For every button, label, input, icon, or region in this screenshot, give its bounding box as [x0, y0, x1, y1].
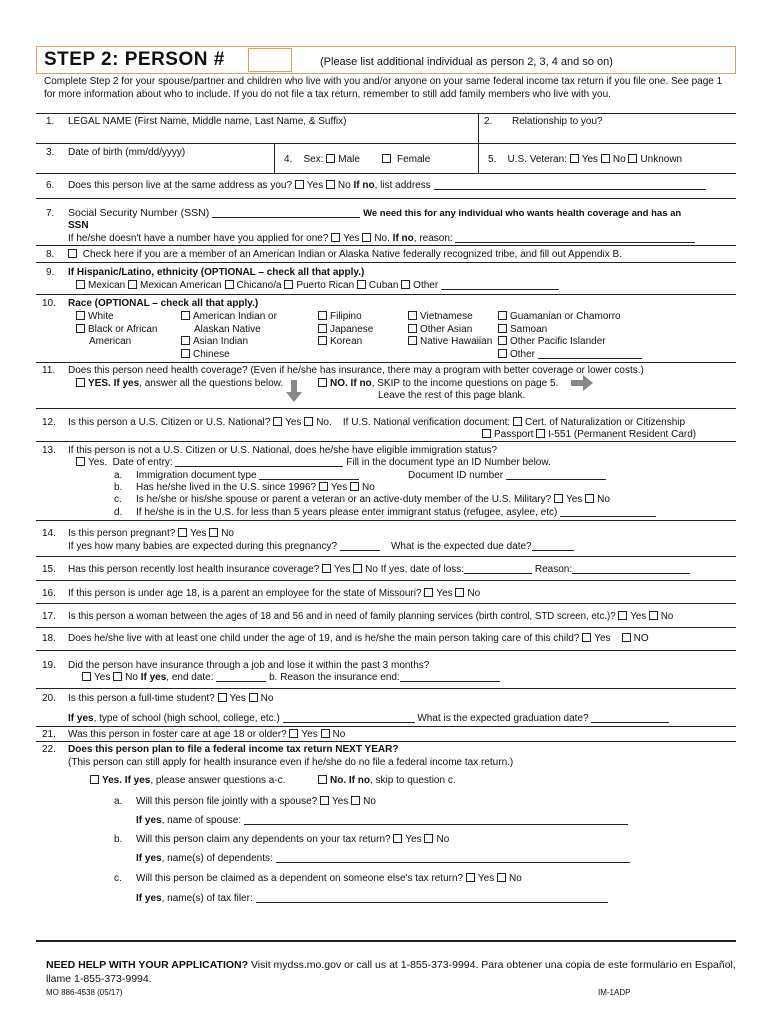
- insurance-end-reason-label: b. Reason the insurance end:: [269, 672, 400, 683]
- job-insurance-no-label: No: [125, 672, 138, 683]
- q16-number: 16.: [42, 588, 56, 599]
- q11-no-rest: , SKIP to the income questions on page 5.: [371, 378, 559, 389]
- intro-text: Complete Step 2 for your spouse/partner and children who live with you and/or anyone on your same federal income tax return if you file one. See page 1 for more information about who to include. If you do not file a tax return, remember to still add family members who live with you.: [44, 76, 723, 100]
- student-no-checkbox[interactable]: [249, 693, 258, 702]
- loss-date-input[interactable]: [464, 564, 532, 574]
- since-1996-label: Has he/she lived in the U.S. since 1996?: [136, 482, 317, 493]
- grad-date-input[interactable]: [591, 713, 669, 723]
- student-no-label: No: [260, 693, 274, 704]
- file-tax-yes-checkbox[interactable]: [90, 775, 99, 784]
- pregnant-no-label: No: [221, 528, 234, 539]
- q4-label: Sex:: [303, 154, 324, 165]
- q11-yes-label: YES. If yes: [88, 378, 140, 389]
- veteran-family-yes-checkbox[interactable]: [554, 494, 563, 503]
- veteran-family-no-label: No: [597, 494, 610, 505]
- claim-dependents-no-checkbox[interactable]: [424, 834, 433, 843]
- immigrant-status-input[interactable]: [560, 507, 656, 517]
- q5-label: U.S. Veteran:: [507, 154, 567, 165]
- dependents-name-label: , name(s) of dependents:: [161, 853, 273, 864]
- race-native-hawaiian-checkbox[interactable]: [408, 336, 417, 345]
- step-title: STEP 2: PERSON #: [44, 49, 225, 70]
- sex-female-checkbox[interactable]: [382, 154, 391, 163]
- lost-coverage-no-checkbox[interactable]: [353, 564, 362, 573]
- divider: [36, 294, 736, 295]
- lost-coverage-yes-checkbox[interactable]: [322, 564, 331, 573]
- q7-note2: SSN: [68, 220, 89, 231]
- q7-label: Social Security Number (SSN): [68, 207, 210, 219]
- ssn-reason-input[interactable]: [455, 233, 695, 243]
- q13a-letter: a.: [114, 470, 123, 481]
- job-insurance-yes-label: Yes: [94, 672, 111, 683]
- veteran-family-label: Is he/she or his/she spouse or parent a veteran or an active-duty member of the U.S. Military?: [136, 494, 552, 505]
- q7-reason: , reason:: [413, 233, 453, 244]
- i551-checkbox[interactable]: [536, 429, 545, 438]
- address-input[interactable]: [434, 180, 706, 190]
- divider: [36, 520, 736, 521]
- passport-checkbox[interactable]: [482, 429, 491, 438]
- q6-rest: , list address: [374, 180, 431, 191]
- family-planning-no-label: No: [660, 611, 674, 622]
- needs-coverage-no-checkbox[interactable]: [318, 378, 327, 387]
- tribe-member-checkbox[interactable]: [68, 249, 77, 258]
- citizen-yes-label: Yes: [285, 417, 302, 428]
- race-japanese-checkbox[interactable]: [318, 324, 327, 333]
- sex-female-label: Female: [396, 154, 431, 165]
- q12-number: 12.: [42, 417, 56, 428]
- race-native-hawaiian-label: Native Hawaiian: [420, 336, 493, 347]
- ssn-applied-no-label: No.: [374, 233, 390, 244]
- veteran-family-no-checkbox[interactable]: [585, 494, 594, 503]
- q7-note: We need this for any individual who wants health coverage and has an: [363, 208, 682, 219]
- student-yes-label: Yes: [229, 693, 246, 704]
- ethnicity-option: Mexican: [88, 280, 126, 291]
- file-tax-no-checkbox[interactable]: [318, 775, 327, 784]
- family-planning-yes-checkbox[interactable]: [618, 611, 627, 620]
- divider: [36, 726, 736, 727]
- q11-yes-rest: , answer all the questions below.: [139, 378, 284, 389]
- claimed-dependent-yes-checkbox[interactable]: [466, 873, 475, 882]
- file-tax-no-rest: , skip to question c.: [370, 775, 456, 786]
- ethnicity-mexican-checkbox[interactable]: [76, 280, 85, 289]
- q18-label: Does he/she live with at least one child under the age of 19, and is he/she the main person taking care of this child?: [68, 633, 580, 644]
- job-insurance-no-checkbox[interactable]: [113, 672, 122, 681]
- q20-ifyes: If yes: [68, 713, 94, 724]
- q22b-ifyes: If yes: [136, 853, 162, 864]
- q22-label: Does this person plan to file a federal income tax return NEXT YEAR?: [68, 744, 399, 755]
- q12-label: Is this person a U.S. Citizen or U.S. National?: [68, 417, 271, 428]
- foster-care-no-label: No: [332, 729, 346, 740]
- q3-label: Date of birth (mm/dd/yyyy): [68, 147, 186, 158]
- lost-coverage-yes-label: Yes: [334, 564, 351, 575]
- ssn-applied-no-checkbox[interactable]: [362, 233, 371, 242]
- form-number: MO 886-4538 (05/17): [46, 988, 123, 997]
- q19-label: Did the person have insurance through a job and lose it within the past 3 months?: [68, 660, 430, 671]
- divider: [36, 173, 736, 174]
- babies-label: If yes how many babies are expected during this pregnancy?: [68, 541, 338, 552]
- divider: [478, 143, 479, 173]
- divider: [36, 441, 736, 442]
- parent-state-employee-no-checkbox[interactable]: [455, 588, 464, 597]
- q22a-ifyes: If yes: [136, 815, 162, 826]
- file-jointly-yes-checkbox[interactable]: [320, 796, 329, 805]
- since-1996-no-label: No: [362, 482, 375, 493]
- q16-label: If this person is under age 18, is a parent an employee for the state of Missouri?: [68, 588, 422, 599]
- ethnicity-chicano-checkbox[interactable]: [225, 280, 234, 289]
- ethnicity-option: Other: [413, 280, 439, 291]
- q22-sub: (This person can still apply for health insurance even if he/she do no file a federal income tax return.): [68, 757, 514, 768]
- tax-filer-name-input[interactable]: [256, 893, 608, 903]
- q22c-letter: c.: [114, 873, 122, 884]
- doc-id-label: Document ID number: [408, 470, 504, 481]
- race-other-pacific-label: Other Pacific Islander: [510, 336, 606, 347]
- due-date-input[interactable]: [532, 541, 574, 551]
- veteran-no-label: No: [612, 154, 626, 165]
- race-japanese-label: Japanese: [330, 324, 374, 335]
- q6-ifno: If no: [353, 180, 375, 191]
- divider: [36, 603, 736, 604]
- q10-number: 10.: [42, 298, 56, 309]
- race-black-label: Black or African: [88, 324, 158, 335]
- race-other-label: Other: [510, 349, 536, 360]
- header-note: (Please list additional individual as person 2, 3, 4 and so on): [320, 56, 613, 68]
- divider: [36, 650, 736, 651]
- q13c-letter: c.: [114, 494, 122, 505]
- divider: [36, 627, 736, 628]
- q22a-letter: a.: [114, 796, 123, 807]
- q6-number: 6.: [46, 180, 55, 191]
- q14-label: Is this person pregnant?: [68, 528, 176, 539]
- q9-number: 9.: [46, 267, 55, 278]
- since-1996-no-checkbox[interactable]: [350, 482, 359, 491]
- race-chinese-checkbox[interactable]: [181, 349, 190, 358]
- dependents-name-input[interactable]: [276, 853, 630, 863]
- race-white-checkbox[interactable]: [76, 311, 85, 320]
- grad-date-label: What is the expected graduation date?: [417, 713, 589, 724]
- veteran-unknown-label: Unknown: [640, 154, 683, 165]
- file-jointly-no-checkbox[interactable]: [351, 796, 360, 805]
- q2-number: 2.: [484, 116, 493, 127]
- ethnicity-other-checkbox[interactable]: [401, 280, 410, 289]
- student-yes-checkbox[interactable]: [218, 693, 227, 702]
- citizen-yes-checkbox[interactable]: [273, 417, 282, 426]
- race-filipino-checkbox[interactable]: [318, 311, 327, 320]
- divider: [36, 245, 736, 246]
- q22b-letter: b.: [114, 834, 123, 845]
- q8-label: Check here if you are a member of an American Indian or Alaska Native federally recognized tribe, and fill out Appendix B.: [82, 249, 622, 260]
- race-korean-label: Korean: [330, 336, 363, 347]
- q11-label: Does this person need health coverage? (Even if he/she has insurance, there may a program with better coverage or lower costs.): [68, 365, 644, 376]
- end-date-input[interactable]: [216, 672, 266, 682]
- q10-label: Race (OPTIONAL – check all that apply.): [68, 298, 259, 309]
- divider: [36, 362, 736, 363]
- tax-filer-name-label: , name(s) of tax filer:: [161, 893, 253, 904]
- immigrant-status-label: If he/she is in the U.S. for less than 5 years please enter immigrant status (refugee, asylee, etc): [136, 507, 558, 518]
- loss-reason-input[interactable]: [572, 564, 690, 574]
- veteran-no-checkbox[interactable]: [601, 154, 610, 163]
- sex-male-checkbox[interactable]: [326, 154, 335, 163]
- q15-label: Has this person recently lost health insurance coverage?: [68, 564, 320, 575]
- help-heading: NEED HELP WITH YOUR APPLICATION?: [46, 959, 249, 971]
- foster-care-no-checkbox[interactable]: [321, 729, 330, 738]
- race-white-label: White: [88, 311, 114, 322]
- race-guamanian-checkbox[interactable]: [498, 311, 507, 320]
- q13-fill-note: Fill in the document type an ID Number below.: [346, 457, 551, 468]
- same-address-yes-label: Yes: [306, 180, 324, 191]
- q3-number: 3.: [46, 147, 55, 158]
- ssn-applied-yes-label: Yes: [343, 233, 360, 244]
- claimed-dependent-no-checkbox[interactable]: [497, 873, 506, 882]
- arrow-right-icon: [571, 375, 593, 391]
- job-insurance-yes-checkbox[interactable]: [82, 672, 91, 681]
- q11-number: 11.: [42, 365, 56, 376]
- pregnant-yes-label: Yes: [190, 528, 207, 539]
- q12-verification-label: If U.S. National verification document:: [342, 417, 511, 428]
- q4-number: 4.: [284, 154, 293, 165]
- babies-input[interactable]: [340, 541, 380, 551]
- ethnicity-other-input[interactable]: [441, 280, 559, 290]
- parent-state-employee-no-label: No: [467, 588, 481, 599]
- q19-number: 19.: [42, 660, 56, 671]
- q13-label: If this person is not a U.S. Citizen or U.S. National, does he/she have eligible immigration status?: [68, 445, 498, 456]
- ethnicity-option: Puerto Rican: [296, 280, 355, 291]
- veteran-unknown-checkbox[interactable]: [628, 154, 637, 163]
- immigration-yes-label: Yes.: [88, 457, 108, 468]
- pregnant-yes-checkbox[interactable]: [178, 528, 187, 537]
- race-chinese-label: Chinese: [193, 349, 230, 360]
- school-type-input[interactable]: [283, 713, 415, 723]
- q2-label: Relationship to you?: [512, 116, 603, 127]
- race-asian-indian-checkbox[interactable]: [181, 336, 190, 345]
- divider: [36, 688, 736, 689]
- q17-number: 17.: [42, 611, 56, 622]
- parent-state-employee-yes-checkbox[interactable]: [424, 588, 433, 597]
- q17-label: Is this person a woman between the ages of 18 and 56 and in need of family planning services (birth control, STD screen, etc.)?: [68, 611, 616, 622]
- divider: [36, 113, 736, 114]
- caretaker-yes-checkbox[interactable]: [582, 633, 591, 642]
- footer-divider: [36, 940, 736, 942]
- q7-number: 7.: [46, 208, 55, 219]
- file-tax-yes-label: Yes. If yes: [102, 775, 151, 786]
- form-code: IM-1ADP: [598, 988, 631, 997]
- divider: [36, 741, 736, 742]
- race-black-label2: American: [89, 336, 132, 347]
- file-tax-no-label: No. If no: [330, 775, 370, 786]
- pregnant-no-checkbox[interactable]: [209, 528, 218, 537]
- race-american-indian-label2: Alaskan Native: [194, 324, 261, 335]
- citizen-no-label: No.: [316, 417, 332, 428]
- file-jointly-no-label: No: [363, 796, 376, 807]
- insurance-end-reason-input[interactable]: [400, 672, 500, 682]
- sex-male-label: Male: [338, 154, 360, 165]
- parent-state-employee-yes-label: Yes: [436, 588, 453, 599]
- foster-care-yes-checkbox[interactable]: [289, 729, 298, 738]
- naturalization-cert-label: Cert. of Naturalization or Citizenship: [524, 417, 686, 428]
- file-jointly-label: Will this person file jointly with a spouse?: [136, 796, 318, 807]
- q7-applied: If he/she doesn't have a number have you applied for one?: [68, 233, 329, 244]
- claim-dependents-no-label: No: [436, 834, 450, 845]
- q21-number: 21.: [42, 729, 56, 740]
- race-other-pacific-checkbox[interactable]: [498, 336, 507, 345]
- caretaker-yes-label: Yes: [594, 633, 611, 644]
- q13d-letter: d.: [114, 507, 123, 518]
- q7-ifno: If no: [392, 233, 414, 244]
- claim-dependents-yes-checkbox[interactable]: [393, 834, 402, 843]
- q13b-letter: b.: [114, 482, 123, 493]
- ethnicity-mexican-american-checkbox[interactable]: [128, 280, 137, 289]
- doc-id-input[interactable]: [506, 470, 606, 480]
- ethnicity-option: Chicano/a: [236, 280, 282, 291]
- same-address-no-label: No: [337, 180, 351, 191]
- caretaker-no-label: NO: [633, 633, 649, 644]
- lost-coverage-no-label: No If yes, date of loss:: [365, 564, 465, 575]
- file-jointly-yes-label: Yes: [331, 796, 349, 807]
- naturalization-cert-checkbox[interactable]: [513, 417, 522, 426]
- race-filipino-label: Filipino: [330, 311, 362, 322]
- ssn-input[interactable]: [212, 208, 360, 218]
- divider: [274, 143, 275, 173]
- race-other-input[interactable]: [538, 349, 642, 359]
- q11-leave-blank: Leave the rest of this page blank.: [378, 390, 526, 401]
- race-guamanian-label: Guamanian or Chamorro: [510, 311, 621, 322]
- i551-label: I-551 (Permanent Resident Card): [548, 429, 697, 440]
- ethnicity-puerto-rican-checkbox[interactable]: [284, 280, 293, 289]
- q21-label: Was this person in foster care at age 18 or older?: [68, 729, 287, 740]
- divider: [478, 113, 479, 143]
- q8-number: 8.: [46, 249, 55, 260]
- citizen-no-checkbox[interactable]: [304, 417, 313, 426]
- q22-number: 22.: [42, 744, 56, 755]
- arrow-down-icon: [286, 380, 302, 402]
- family-planning-yes-label: Yes: [630, 611, 647, 622]
- q6-label: Does this person live at the same address as you?: [68, 180, 293, 191]
- needs-coverage-yes-checkbox[interactable]: [76, 378, 85, 387]
- passport-label: Passport: [494, 429, 534, 440]
- entry-date-input[interactable]: [175, 457, 343, 467]
- claim-dependents-label: Will this person claim any dependents on your tax return?: [136, 834, 391, 845]
- foster-care-yes-label: Yes: [301, 729, 318, 740]
- q1-number: 1.: [46, 116, 55, 127]
- race-other-asian-checkbox[interactable]: [408, 324, 417, 333]
- claim-dependents-yes-label: Yes: [405, 834, 422, 845]
- divider: [36, 408, 736, 409]
- ethnicity-option: Mexican American: [140, 280, 222, 291]
- race-american-indian-checkbox[interactable]: [181, 311, 190, 320]
- divider: [36, 198, 736, 199]
- loss-reason-label: Reason:: [534, 564, 573, 575]
- caretaker-no-checkbox[interactable]: [622, 633, 631, 642]
- q9-label: If Hispanic/Latino, ethnicity (OPTIONAL – check all that apply.): [68, 267, 365, 278]
- race-other-checkbox[interactable]: [498, 349, 507, 358]
- ethnicity-option: Cuban: [368, 280, 399, 291]
- due-date-label: What is the expected due date?: [390, 541, 532, 552]
- spouse-name-label: , name of spouse:: [161, 815, 242, 826]
- help-body: Visit mydss.mo.gov or call us at 1-855-373-9994. Para obtener una copia de este formulario en Español, llame 1-855-373-9994.: [46, 959, 736, 985]
- divider: [36, 556, 736, 557]
- same-address-yes-checkbox[interactable]: [295, 180, 304, 189]
- divider: [36, 580, 736, 581]
- doc-type-input[interactable]: [259, 470, 359, 480]
- claimed-dependent-no-label: No: [509, 873, 522, 884]
- q20-number: 20.: [42, 693, 56, 704]
- doc-type-label: Immigration document type: [136, 470, 257, 481]
- claimed-dependent-yes-label: Yes: [477, 873, 495, 884]
- q14-number: 14.: [42, 528, 56, 539]
- person-number-field[interactable]: [248, 48, 292, 72]
- immigration-yes-checkbox[interactable]: [76, 457, 85, 466]
- race-samoan-label: Samoan: [510, 324, 548, 335]
- divider: [36, 262, 736, 263]
- race-vietnamese-checkbox[interactable]: [408, 311, 417, 320]
- q1-label: LEGAL NAME (First Name, Middle name, Last Name, & Suffix): [68, 116, 347, 127]
- file-tax-yes-rest: , please answer questions a-c.: [150, 775, 286, 786]
- q22c-ifyes: If yes: [136, 893, 162, 904]
- q20-label: Is this person a full-time student?: [68, 693, 215, 704]
- spouse-name-input[interactable]: [244, 815, 628, 825]
- entry-date-label: Date of entry:: [112, 457, 173, 468]
- end-date-label: , end date:: [166, 672, 214, 683]
- veteran-yes-label: Yes: [581, 154, 599, 165]
- race-asian-indian-label: Asian Indian: [193, 336, 249, 347]
- school-type-label: , type of school (high school, college, etc.): [93, 713, 280, 724]
- same-address-no-checkbox[interactable]: [326, 180, 335, 189]
- race-american-indian-label: American Indian or: [193, 311, 277, 322]
- q13-number: 13.: [42, 445, 56, 456]
- race-samoan-checkbox[interactable]: [498, 324, 507, 333]
- race-other-asian-label: Other Asian: [420, 324, 473, 335]
- help-text: [46, 958, 736, 986]
- q15-number: 15.: [42, 564, 56, 575]
- ssn-applied-yes-checkbox[interactable]: [331, 233, 340, 242]
- family-planning-no-checkbox[interactable]: [649, 611, 658, 620]
- ethnicity-cuban-checkbox[interactable]: [357, 280, 366, 289]
- claimed-dependent-label: Will this person be claimed as a dependent on someone else's tax return?: [136, 873, 464, 884]
- q11-no-label: NO. If no: [330, 378, 372, 389]
- race-korean-checkbox[interactable]: [318, 336, 327, 345]
- since-1996-yes-checkbox[interactable]: [319, 482, 328, 491]
- q5-number: 5.: [488, 154, 497, 165]
- q19-ifyes: If yes: [140, 672, 167, 683]
- since-1996-yes-label: Yes: [330, 482, 348, 493]
- divider: [36, 143, 736, 144]
- q18-number: 18.: [42, 633, 56, 644]
- race-black-checkbox[interactable]: [76, 324, 85, 333]
- veteran-family-yes-label: Yes: [565, 494, 583, 505]
- race-vietnamese-label: Vietnamese: [420, 311, 473, 322]
- veteran-yes-checkbox[interactable]: [570, 154, 579, 163]
